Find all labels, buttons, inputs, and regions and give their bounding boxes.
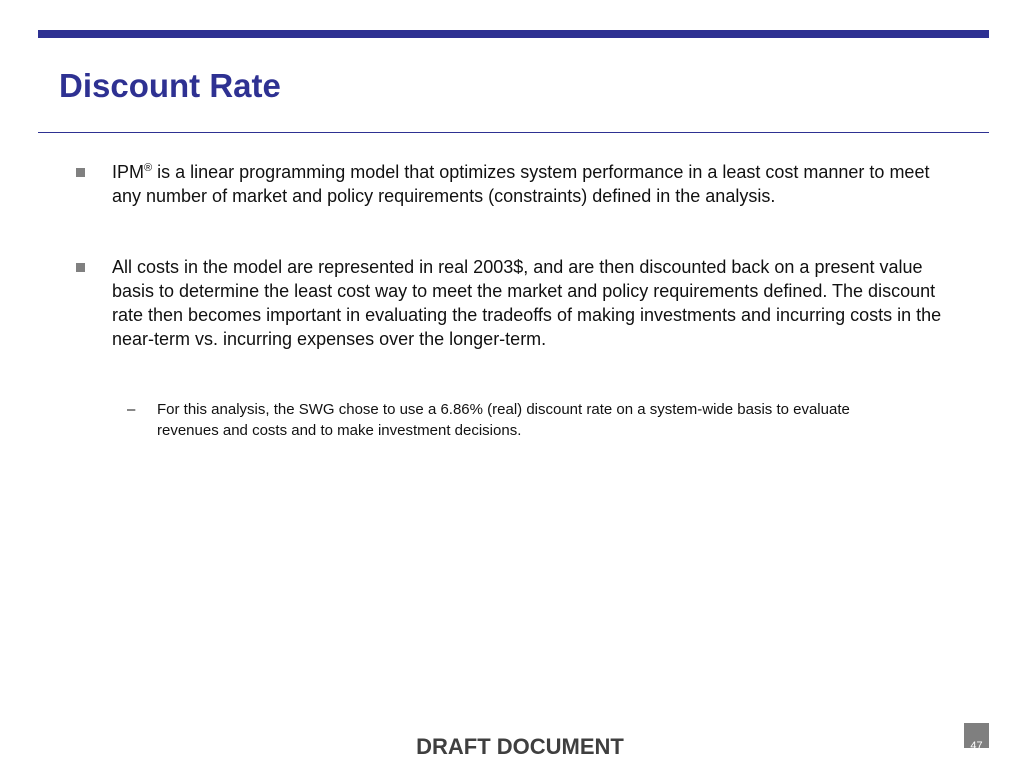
sub-bullet-text: For this analysis, the SWG chose to use a 6.86% (real) discount rate on a system-wide basis to evaluate revenues and costs and to make investment decisions.	[157, 401, 850, 439]
dash-bullet-icon: –	[127, 401, 136, 418]
bullet-text	[112, 160, 946, 208]
header-accent-bar	[38, 30, 989, 38]
ipm-description: is a linear programming model that optimizes system performance in a least cost manner to meet any number of market and policy requirements (constraints) defined in the analysis.	[112, 162, 930, 206]
square-bullet-icon	[76, 263, 85, 272]
registered-mark: ®	[144, 162, 153, 174]
footer-draft-label: DRAFT DOCUMENT	[416, 734, 624, 759]
bullet-text: All costs in the model are represented in real 2003$, and are then discounted back on a present value basis to determine the least cost way to meet the market and policy requirements defined. The discount rate then becomes important in evaluating the tradeoffs of making investments and incurring costs in the near-term vs. incurring expenses over the longer-term.	[112, 257, 942, 349]
page-number: 47	[970, 740, 983, 748]
page-number-box	[964, 723, 989, 748]
square-bullet-icon	[76, 168, 85, 177]
ipm-label: IPM	[112, 162, 145, 182]
slide-title: Discount Rate	[59, 67, 281, 104]
title-divider	[38, 132, 989, 133]
